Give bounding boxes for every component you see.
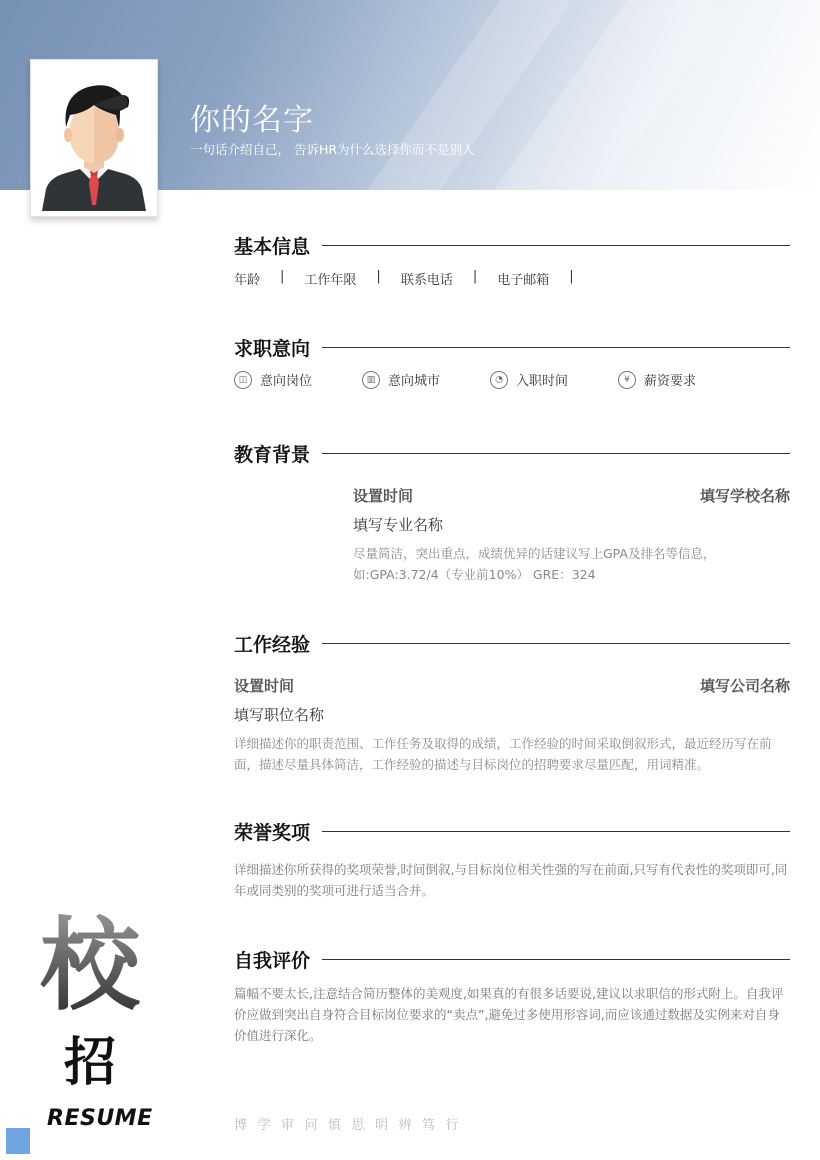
avatar-illustration <box>36 65 152 211</box>
section-honors <box>234 819 790 901</box>
corner-accent-square <box>6 1128 30 1154</box>
education-description: 尽量简洁，突出重点，成绩优异的话建议写上GPA及排名等信息，如:GPA:3.72/4（专业前10%） GRE：324 <box>353 546 716 582</box>
intent-position <box>234 370 312 389</box>
logo-resume-text: RESUME <box>47 1106 153 1131</box>
section-divider <box>322 245 790 246</box>
briefcase-icon: ◫ <box>234 371 252 389</box>
info-work-years: 工作年限 <box>304 273 357 288</box>
separator: | <box>376 269 381 284</box>
building-icon: ▥ <box>362 371 380 389</box>
section-divider <box>322 453 790 454</box>
section-divider <box>322 831 790 832</box>
intent-label: 意向城市 <box>388 374 441 389</box>
education-entry <box>353 485 790 585</box>
intent-label: 入职时间 <box>516 374 569 389</box>
section-title: 荣誉奖项 <box>234 821 311 844</box>
section-divider <box>322 347 790 348</box>
motto: 博学审问慎思明辨笃行 <box>234 1118 470 1133</box>
section-job-intent <box>234 335 790 389</box>
school-name: 填写学校名称 <box>699 487 790 505</box>
basic-info-row <box>234 269 594 288</box>
position-name: 填写职位名称 <box>234 706 325 724</box>
intent-salary <box>618 370 696 389</box>
self-eval-description: 篇幅不要太长,注意结合简历整体的美观度,如果真的有很多话要说,建议以求职信的形式附上。自我评价应做到突出自身符合目标岗位要求的“卖点”,避免过多使用形容词,而应该通过数据及实例来对自身价值进行深化。 <box>234 986 784 1043</box>
logo-char-zhao: 招 <box>64 1032 117 1093</box>
yen-icon: ¥ <box>618 371 636 389</box>
section-divider <box>322 643 790 644</box>
job-intent-row <box>234 370 746 389</box>
clock-icon: ◔ <box>490 371 508 389</box>
section-title: 基本信息 <box>234 235 311 258</box>
intent-city <box>362 370 440 389</box>
separator: | <box>569 269 574 284</box>
section-education <box>234 441 790 585</box>
logo-char-xiao: 校 <box>40 906 140 1024</box>
section-title: 自我评价 <box>234 949 311 972</box>
info-phone: 联系电话 <box>400 273 453 288</box>
section-title: 求职意向 <box>234 337 311 360</box>
intent-start-time <box>490 370 568 389</box>
tagline: 一句话介绍自己， 告诉HR为什么选择你而不是别人 <box>190 142 475 157</box>
applicant-name: 你的名字 <box>190 103 314 138</box>
work-description: 详细描述你的职责范围、工作任务及取得的成绩，工作经验的时间采取倒叙形式，最近经历写在前面，描述尽量具体简洁，工作经验的描述与目标岗位的招聘要求尽量匹配，用词精准。 <box>234 736 772 772</box>
section-title: 工作经验 <box>234 633 311 656</box>
info-email: 电子邮箱 <box>497 273 550 288</box>
avatar-icon <box>36 65 152 211</box>
major-name: 填写专业名称 <box>353 516 444 534</box>
intent-label: 意向岗位 <box>260 374 313 389</box>
section-divider <box>322 959 790 960</box>
education-time: 设置时间 <box>353 487 414 505</box>
separator: | <box>472 269 478 284</box>
profile-photo-frame <box>30 59 158 217</box>
section-self-eval <box>234 947 790 1046</box>
separator: | <box>280 269 285 284</box>
info-age: 年龄 <box>234 273 261 288</box>
work-time: 设置时间 <box>234 677 295 695</box>
work-entry <box>234 675 790 775</box>
honors-description: 详细描述你所获得的奖项荣誉,时间倒叙,与目标岗位相关性强的写在前面,只写有代表性的奖项即可,同年或同类别的奖项可进行适当合并。 <box>234 862 788 898</box>
section-basic-info <box>234 233 790 288</box>
section-title: 教育背景 <box>234 443 311 466</box>
section-work <box>234 631 790 775</box>
intent-label: 薪资要求 <box>644 374 697 389</box>
company-name: 填写公司名称 <box>699 677 790 695</box>
